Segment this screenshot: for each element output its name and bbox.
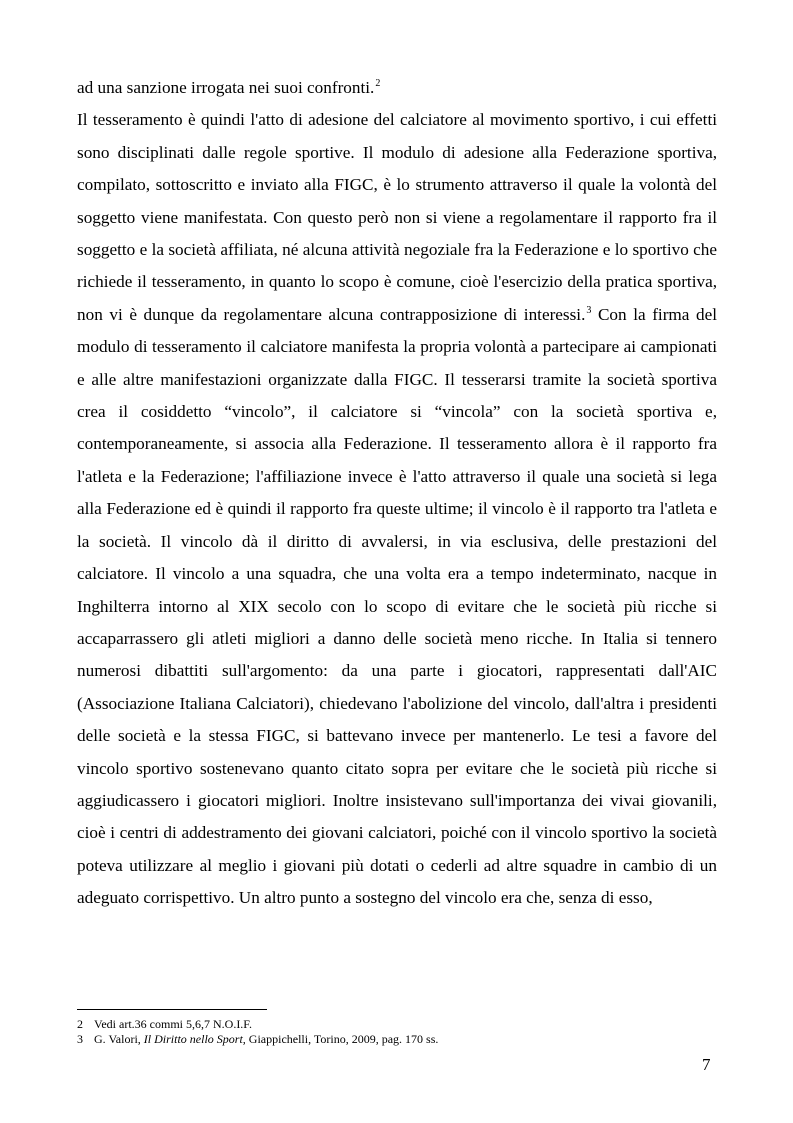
body-text	[77, 72, 717, 915]
main-paragraph	[77, 104, 717, 914]
footnote-ref-2[interactable]: 2	[375, 78, 381, 89]
footnote-number: 3	[77, 1032, 83, 1046]
footnote-ref-3[interactable]: 3	[586, 304, 592, 316]
paragraph-part-a: Il tesseramento è quindi l'atto di adesione del calciatore al movimento sportivo, i cui effetti sono disciplinati dalle regole sportive. Il modulo di adesione alla Federazione sportiva, compilato, sottoscritto e inviato alla FIGC, è lo strumento attraverso il quale la volontà del soggetto viene manifestata. Con questo però non si viene a regolamentare il rapporto fra il soggetto e la società affiliata, né alcuna attività negoziale fra la Federazione e lo sportivo che richiede il tesseramento, in quanto lo scopo è comune, cioè l'esercizio della pratica sportiva, non vi è dunque da regolamentare alcuna contrapposizione di interessi.	[77, 110, 717, 324]
footnote-publication: Giappichelli, Torino, 2009, pag. 170 ss.	[245, 1032, 439, 1046]
continued-line: ad una sanzione irrogata nei suoi confronti.	[77, 78, 375, 97]
footnote-3	[77, 1032, 717, 1047]
footnote-text: Vedi art.36 commi 5,6,7 N.O.I.F.	[94, 1017, 253, 1031]
footnote-separator	[77, 1009, 267, 1010]
paragraph-part-b: Con la firma del modulo di tesseramento il calciatore manifesta la propria volontà a partecipare ai campionati e alle altre manifestazioni organizzate dalla FIGC. Il tesserarsi tramite la società sportiva crea il cosiddetto “vincolo”, il calciatore si “vincola” con la società sportiva e, contemporaneamente, si associa alla Federazione. Il tesseramento allora è il rapporto fra l'atleta e la Federazione; l'affiliazione invece è l'atto attraverso il quale una società si lega alla Federazione ed è quindi il rapporto fra queste ultime; il vincolo è il rapporto tra l'atleta e la società. Il vincolo dà il diritto di avvalersi, in via esclusiva, delle prestazioni del calciatore. Il vincolo a una squadra, che una volta era a tempo indeterminato, nacque in Inghilterra intorno al XIX secolo con lo scopo di evitare che le società più ricche si accaparrassero gli atleti migliori a danno delle società meno ricche. In Italia si tennero numerosi dibattiti sull'argomento: da una parte i giocatori, rappresentati dall'AIC (Associazione Italiana Calciatori), chiedevano l'abolizione del vincolo, dall'altra i presidenti delle società e la stessa FIGC, si battevano invece per mantenerlo. Le tesi a favore del vincolo sportivo sostenevano quanto citato sopra per evitare che le società più ricche si aggiudicassero i giocatori migliori. Inoltre insistevano sull'importanza dei vivai giovanili, cioè i centri di addestramento dei giovani calciatori, poiché con il vincolo sportivo la società poteva utilizzare al meglio i giovani più dotati o cederli ad altre squadre in cambio di un adeguato corrispettivo. Un altro punto a sostegno del vincolo era che, senza di esso,	[77, 304, 717, 908]
footnotes	[77, 1017, 717, 1047]
footnote-2	[77, 1017, 717, 1032]
continued-paragraph	[77, 72, 717, 104]
footnote-number: 2	[77, 1017, 83, 1031]
page-number: 7	[702, 1055, 711, 1074]
footnote-book-title: Il Diritto nello Sport,	[143, 1032, 246, 1046]
footnote-author: G. Valori,	[94, 1032, 144, 1046]
